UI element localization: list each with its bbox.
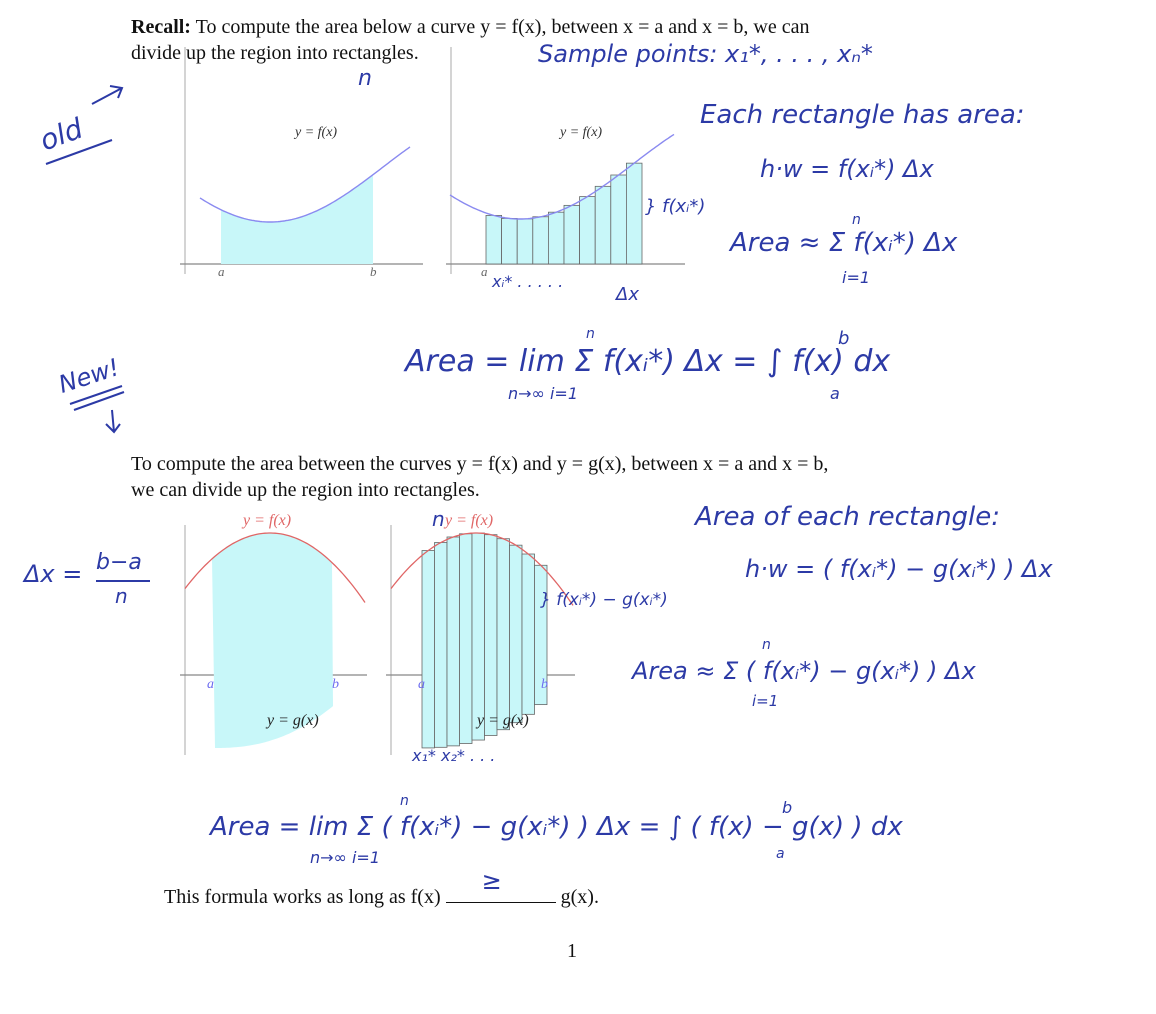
hand-xi-dots: xᵢ* . . . . . [492,272,564,291]
formula-works-blank-fill: ≥ [481,867,502,895]
hand-area-approx-bottom: Area ≈ Σ ( f(xᵢ*) − g(xᵢ*) ) Δx [632,657,976,685]
tl-area-fill [221,175,373,264]
bl-g-label: y = g(x) [267,712,319,729]
bl-a-label: a [207,677,214,692]
hand-area-limit-1: Area = lim Σ f(xᵢ*) Δx = ∫ f(x) dx [405,344,891,379]
br-rectangle [522,554,535,714]
top-right-graph [446,47,685,279]
br-a-label: a [418,677,425,692]
bottom-figures [175,505,735,765]
hand-limit2-int-top: b [782,798,793,817]
recall-line-1: To compute the area below a curve y = f(x), between x = a and x = b, we can [195,16,810,38]
hand-sum-top-i: i=1 [842,268,871,287]
hand-limit1-int-top: b [838,328,850,349]
formula-works-line [164,867,599,910]
tr-rectangle [595,186,611,264]
br-rectangle [460,534,473,744]
br-rectangle [472,533,485,740]
hand-old-marks [40,80,140,170]
hand-new: New! [55,353,123,399]
br-rectangle [435,543,448,748]
hand-each-rect-bottom: Area of each rectangle: [695,502,1001,532]
top-figures [175,42,695,282]
tr-rectangle [626,163,642,264]
tr-a-label: a [481,264,488,279]
hand-area-limit-2: Area = lim Σ ( f(xᵢ*) − g(xᵢ*) ) Δx = ∫ ( f(x) − g(x) ) dx [210,812,903,842]
hand-sum-bottom-i: i=1 [752,692,779,710]
top-left-graph [180,47,423,279]
tr-rectangle [517,219,533,264]
hand-dx-den: n [115,584,128,608]
hand-limit1-sub: n→∞ i=1 [508,384,578,403]
hand-hw-top: h·w = f(xᵢ*) Δx [760,155,934,183]
recall-label: Recall: [131,16,191,38]
br-b-label: b [541,677,548,692]
page-number: 1 [567,940,577,962]
bl-b-label: b [332,677,339,692]
br-rectangle [485,535,498,736]
hand-hw-bottom: h·w = ( f(xᵢ*) − g(xᵢ*) ) Δx [745,555,1053,583]
hand-fxi-brace: } f(xᵢ*) [645,196,706,217]
hand-sample-points: Sample points: x₁*, . . . , xₙ* [538,40,873,68]
bottom-left-graph [180,512,367,755]
tl-a-label: a [218,264,225,279]
tr-rectangle [548,212,564,264]
bottom-right-graph [386,512,575,755]
tr-rectangle [502,218,518,264]
hand-dx-num: b−a [96,550,142,575]
between-paragraph [131,451,828,503]
hand-n-top: n [358,66,372,91]
hand-x-marks: x₁* x₂* . . . [412,746,496,765]
hand-brace-bottom: } f(xᵢ*) − g(xᵢ*) [540,590,668,610]
tl-b-label: b [370,264,377,279]
between-line-1: To compute the area between the curves y = f(x) and y = g(x), between x = a and x = b, [131,453,829,475]
tr-rectangle [486,215,502,264]
hand-dx-left: Δx = [24,560,83,588]
hand-limit2-sub: n→∞ i=1 [310,848,380,867]
tr-rectangle [564,205,580,264]
br-rectangle [510,545,523,723]
formula-works-blank [446,867,556,903]
tr-rectangle [580,197,596,264]
br-rectangle [422,551,435,748]
formula-works-before: This formula works as long as f(x) [164,886,441,908]
br-rectangle [447,537,460,746]
hand-new-marks [60,380,140,440]
hand-limit1-n: n [586,326,595,342]
between-line-2: we can divide up the region into rectangles. [131,479,480,501]
bl-f-label: y = f(x) [243,512,292,529]
tr-rectangles [486,163,642,264]
br-rectangle [497,539,510,730]
hand-each-rect: Each rectangle has area: [700,100,1025,130]
formula-works-after: g(x). [560,886,599,908]
hand-limit2-int-bottom: a [776,846,785,862]
tr-curve-label: y = f(x) [560,125,603,140]
tl-curve-label: y = f(x) [295,125,338,140]
hand-dx-fraction-bar [96,580,150,582]
hand-limit1-int-bottom: a [830,384,840,403]
recall-line-2: divide up the region into rectangles. [131,42,419,64]
tl-curve-f [200,147,410,222]
hand-area-approx-top: Area ≈ Σ f(xᵢ*) Δx [730,228,958,258]
br-f-label: y = f(x) [445,512,494,529]
tr-rectangle [533,217,549,264]
hand-dx-top: Δx [616,284,639,305]
hand-n-bottom: n [432,507,445,531]
hand-old: old [35,111,88,158]
hand-sum-bottom-n: n [762,637,771,653]
br-g-label: y = g(x) [477,712,529,729]
hand-limit2-n: n [400,793,409,809]
hand-sum-top-n: n [852,212,861,228]
tr-rectangle [611,175,627,264]
